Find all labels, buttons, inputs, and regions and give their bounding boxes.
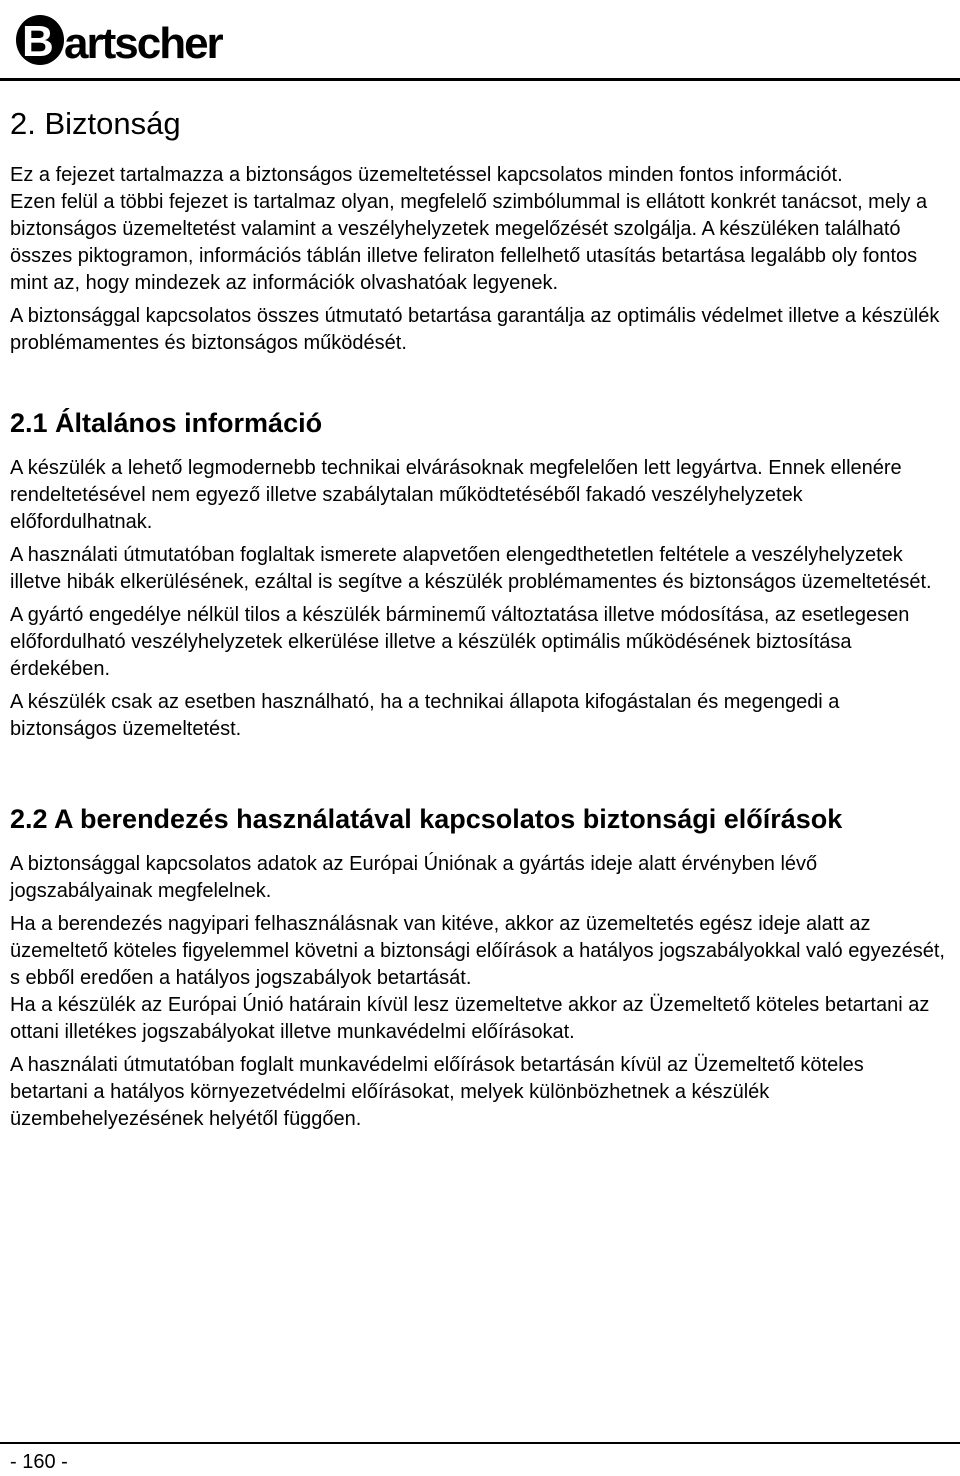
bartscher-logo xyxy=(14,6,234,68)
header-divider xyxy=(0,78,960,81)
bartscher-logo-graphic xyxy=(14,6,234,68)
paragraph: A biztonsággal kapcsolatos összes útmutató betartása garantálja az optimális védelmet illetve a készülék problémamentes és biztonságos működését. xyxy=(10,305,940,354)
paragraph: Ha a berendezés nagyipari felhasználásnak van kitéve, akkor az üzemeltetés egész ideje alatt az üzemeltető köteles figyelemmel követni a biztonsági előírások a hatályos jogszabályokkal való egyezését, s ebből eredően a hatályos jogszabályok betartását. xyxy=(10,913,945,989)
footer-divider xyxy=(0,1442,960,1444)
paragraph: A biztonsággal kapcsolatos adatok az Európai Úniónak a gyártás ideje alatt érvényben lévő jogszabályainak megfelelnek. xyxy=(10,853,818,902)
paragraph: A gyártó engedélye nélkül tilos a készülék bárminemű változtatása illetve módosítása, az esetlegesen előfordulható veszélyhelyzetek elkerülése illetve a készülék optimális működésének biztosítása érdekében. xyxy=(10,604,910,680)
section-spacer xyxy=(10,749,945,801)
page-number: - 160 - xyxy=(10,1451,68,1473)
paragraph: A készülék csak az esetben használható, ha a technikai állapota kifogástalan és megengedi a biztonságos üzemeltetést. xyxy=(10,691,840,740)
page-content xyxy=(10,104,945,1139)
paragraph: Ezen felül a többi fejezet is tartalmaz olyan, megfelelő szimbólummal is ellátott konkrét tanácsot, mely a biztonságos üzemeltetést valamint a veszélyhelyzetek megelőzését szolgálja. A készüléken található összes piktogramon, információs táblán illetve feliraton fellelhető utasítás betartása legalább oly fontos mint az, hogy mindezek az információk olvashatóak legyenek. xyxy=(10,191,928,294)
section-title-altalanos-informacio: 2.1 Általános információ xyxy=(10,408,323,438)
paragraph: Ez a fejezet tartalmazza a biztonságos üzemeltetéssel kapcsolatos minden fontos információt. xyxy=(10,164,843,186)
logo-initial: B xyxy=(22,17,54,66)
logo-wordmark: artscher xyxy=(64,19,222,68)
paragraph: A használati útmutatóban foglaltak ismerete alapvetően elengedthetetlen feltétele a veszélyhelyzetek illetve hibák elkerülésének, ezáltal is segítve a készülék problémamentes és biztonságos üzemeltetését. xyxy=(10,544,932,593)
section-title-biztonsag: 2. Biztonság xyxy=(10,106,181,141)
paragraph: A készülék a lehető legmodernebb technikai elvárásoknak megfelelően lett legyártva. Ennek ellenére rendeltetésével nem egyező illetve szabálytalan működtetéséből fakadó veszélyhelyzetek előfordulhatnak. xyxy=(10,457,902,533)
paragraph: A használati útmutatóban foglalt munkavédelmi előírások betartásán kívül az Üzemeltető köteles betartani a hatályos környezetvédelmi előírásokat, melyek különbözhetnek a készülék üzembehelyezésének helyétől függően. xyxy=(10,1054,864,1130)
section-title-biztonsagi-eloirasok: 2.2 A berendezés használatával kapcsolatos biztonsági előírások xyxy=(10,804,843,834)
section-spacer xyxy=(10,363,945,405)
paragraph: Ha a készülék az Európai Únió határain kívül lesz üzemeltetve akkor az Üzemeltető köteles betartani az ottani illetékes jogszabályokat illetve munkavédelmi előírásokat. xyxy=(10,994,930,1043)
